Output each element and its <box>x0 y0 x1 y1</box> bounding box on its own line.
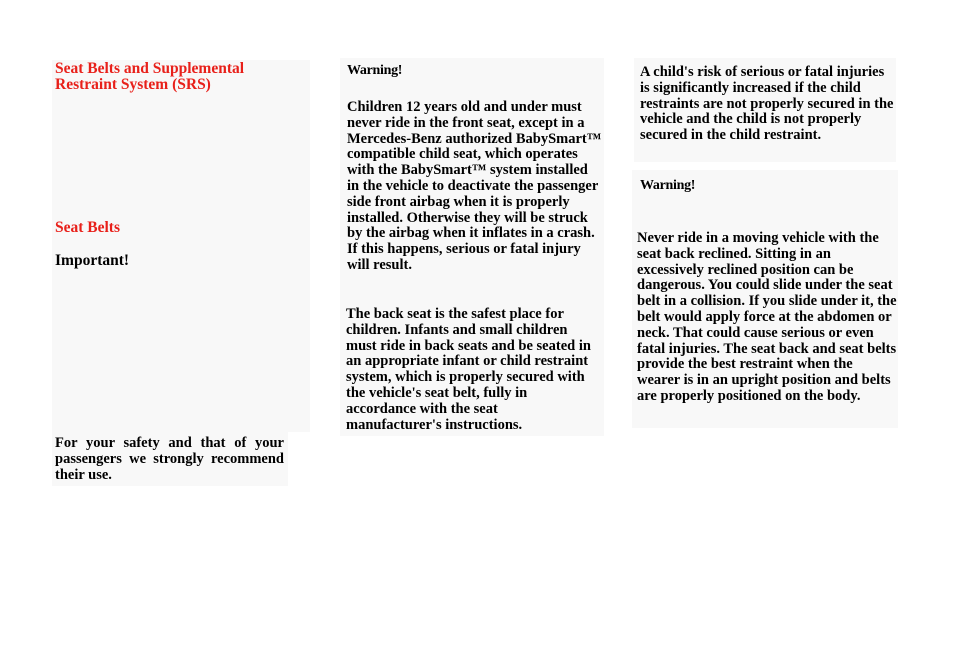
col1-panel <box>52 60 310 432</box>
subsection-title: Seat Belts <box>55 219 121 236</box>
warning-text: Children 12 years old and under must never ride in the front seat, except in a Mercedes-Benz authorized BabySmart™ compatible child seat, which operates with the BabySmart™ system installed in the vehicle to deactivate the passenger side front airbag when it is properly installed. Otherwise they will be struck by the airbag when it inflates in a crash. If this happens, serious or fatal injury will result. <box>347 99 602 273</box>
recline-warning-text: Never ride in a moving vehicle with the seat back reclined. Sitting in an excessively reclined position can be dangerous. You could slide under the seat belt in a collision. If you slide under it, the belt would apply force at the abdomen or neck. That could cause serious or even fatal injuries. The seat back and seat belts provide the best restraint when the wearer is in an upright position and belts are properly positioned on the body. <box>637 230 897 404</box>
important-label: Important! <box>55 252 130 269</box>
recommendation-text: For your safety and that of your passengers we strongly recommend their use. <box>55 435 284 483</box>
back-seat-text: The back seat is the safest place for children. Infants and small children must ride in back seats and be seated in an appropriate infant or child restraint system, which is properly secured with the vehicle's seat belt, fully in accordance with the seat manufacturer's instructions. <box>346 306 591 433</box>
warning-label: Warning! <box>347 63 403 78</box>
section-title: Seat Belts and Supplemental Restraint System (SRS) <box>55 60 245 93</box>
child-risk-text: A child's risk of serious or fatal injuries is significantly increased if the child restraints are not properly secured in the vehicle and the child is not properly secured in the child restraint. <box>640 64 894 144</box>
warning-label-2: Warning! <box>640 178 696 193</box>
